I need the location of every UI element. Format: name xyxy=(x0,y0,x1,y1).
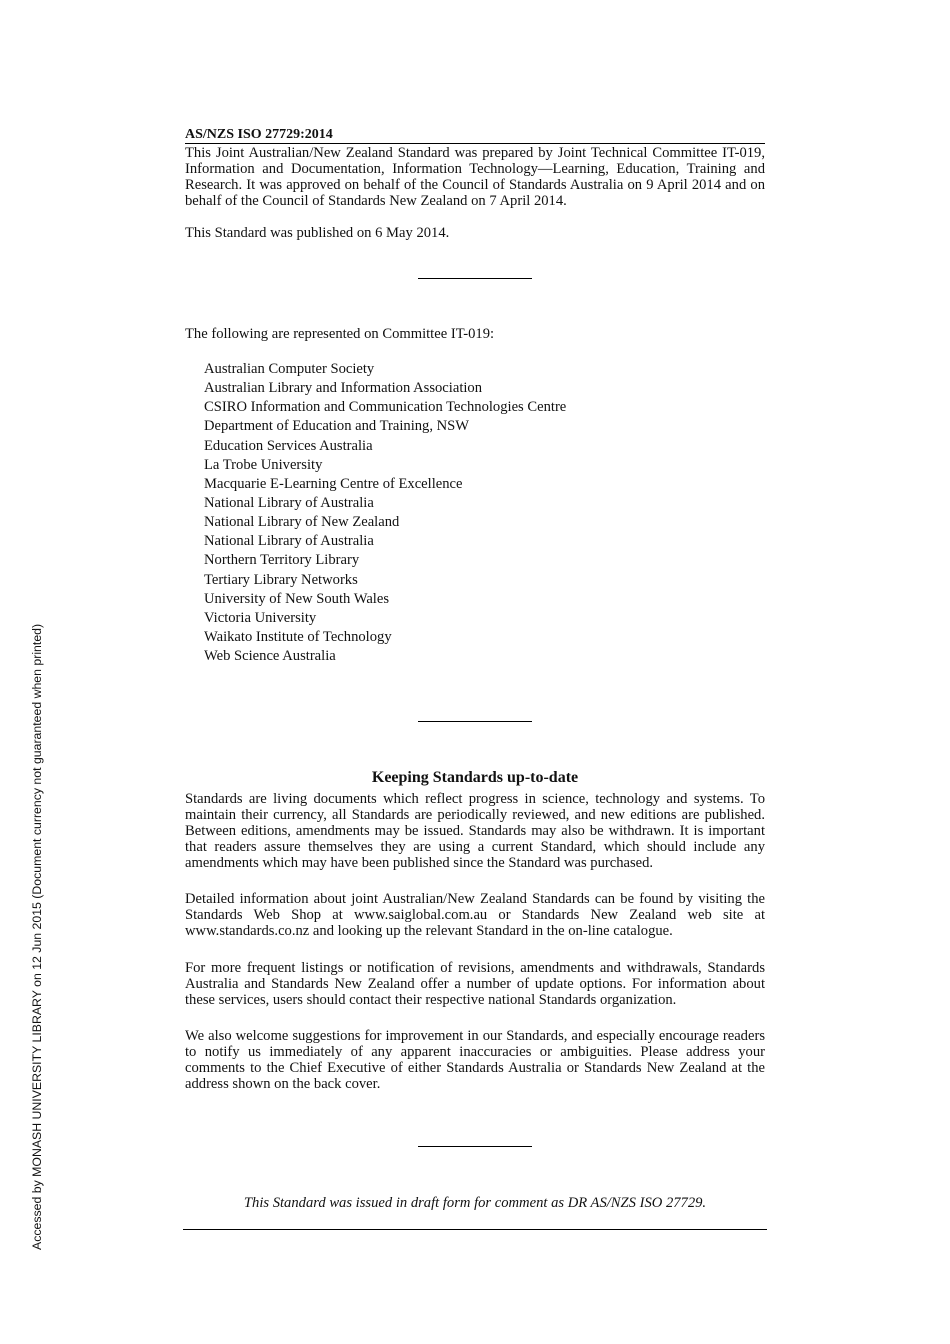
body-paragraph: For more frequent listings or notification of revisions, amendments and withdrawals, Standards Australia and Standards New Zealand offer a number of update options. For information about these services, users should contact their respective national Standards organization. xyxy=(185,960,765,1008)
section-divider xyxy=(418,721,532,722)
committee-member: La Trobe University xyxy=(204,456,323,473)
footer-rule xyxy=(183,1229,767,1230)
section-heading: Keeping Standards up-to-date xyxy=(371,769,579,786)
committee-member: Tertiary Library Networks xyxy=(204,571,358,588)
document-id: AS/NZS ISO 27729:2014 xyxy=(185,127,765,144)
preparation-paragraph: This Joint Australian/New Zealand Standard was prepared by Joint Technical Committee IT-019, Information and Documentation, Information Technology—Learning, Education, Training and Research. It was approved on behalf of the Council of Standards Australia on 9 April 2014 and on behalf of the Council of Standards New Zealand on 7 April 2014. xyxy=(185,145,765,209)
committee-member-list xyxy=(204,360,566,666)
committee-member: Victoria University xyxy=(204,609,317,626)
committee-member: Department of Education and Training, NSW xyxy=(204,418,470,435)
committee-member: Australian Library and Information Association xyxy=(204,380,483,397)
access-watermark: Accessed by MONASH UNIVERSITY LIBRARY on 12 Jun 2015 (Document currency not guaranteed when printed) xyxy=(30,623,44,1250)
committee-member: Education Services Australia xyxy=(204,437,373,454)
committee-member: Waikato Institute of Technology xyxy=(204,628,392,645)
committee-member: Australian Computer Society xyxy=(204,361,375,377)
body-paragraph: Detailed information about joint Australian/New Zealand Standards can be found by visiting the Standards Web Shop at www.saiglobal.com.au or Standards New Zealand web site at www.standards.co.nz and looking up the relevant Standard in the on-line catalogue. xyxy=(185,891,765,939)
committee-member: National Library of Australia xyxy=(204,533,374,550)
committee-member: CSIRO Information and Communication Technologies Centre xyxy=(204,399,567,416)
body-paragraph: Standards are living documents which reflect progress in science, technology and systems. To maintain their currency, all Standards are periodically reviewed, and new editions are published. Between editions, amendments may be issued. Standards may also be withdrawn. It is important that readers assure themselves they are using a current Standard, which should include any amendments which may have been published since the Standard was purchased. xyxy=(185,791,765,871)
body-paragraph: We also welcome suggestions for improvement in our Standards, and especially encourage readers to notify us immediately of any apparent inaccuracies or ambiguities. Please address your comments to the Chief Executive of either Standards Australia or Standards New Zealand at the address shown on the back cover. xyxy=(185,1028,765,1092)
committee-member: National Library of New Zealand xyxy=(204,514,400,531)
committee-member: University of New South Wales xyxy=(204,590,390,607)
draft-note: This Standard was issued in draft form for comment as DR AS/NZS ISO 27729. xyxy=(243,1195,707,1211)
committee-intro: The following are represented on Committee IT-019: xyxy=(185,326,495,342)
section-divider xyxy=(418,1146,532,1147)
committee-member: Northern Territory Library xyxy=(204,552,360,569)
publication-date: This Standard was published on 6 May 2014. xyxy=(185,225,450,241)
committee-member: Macquarie E-Learning Centre of Excellence xyxy=(204,475,463,492)
section-divider xyxy=(418,278,532,279)
committee-member: Web Science Australia xyxy=(204,648,336,665)
committee-member: National Library of Australia xyxy=(204,494,374,511)
